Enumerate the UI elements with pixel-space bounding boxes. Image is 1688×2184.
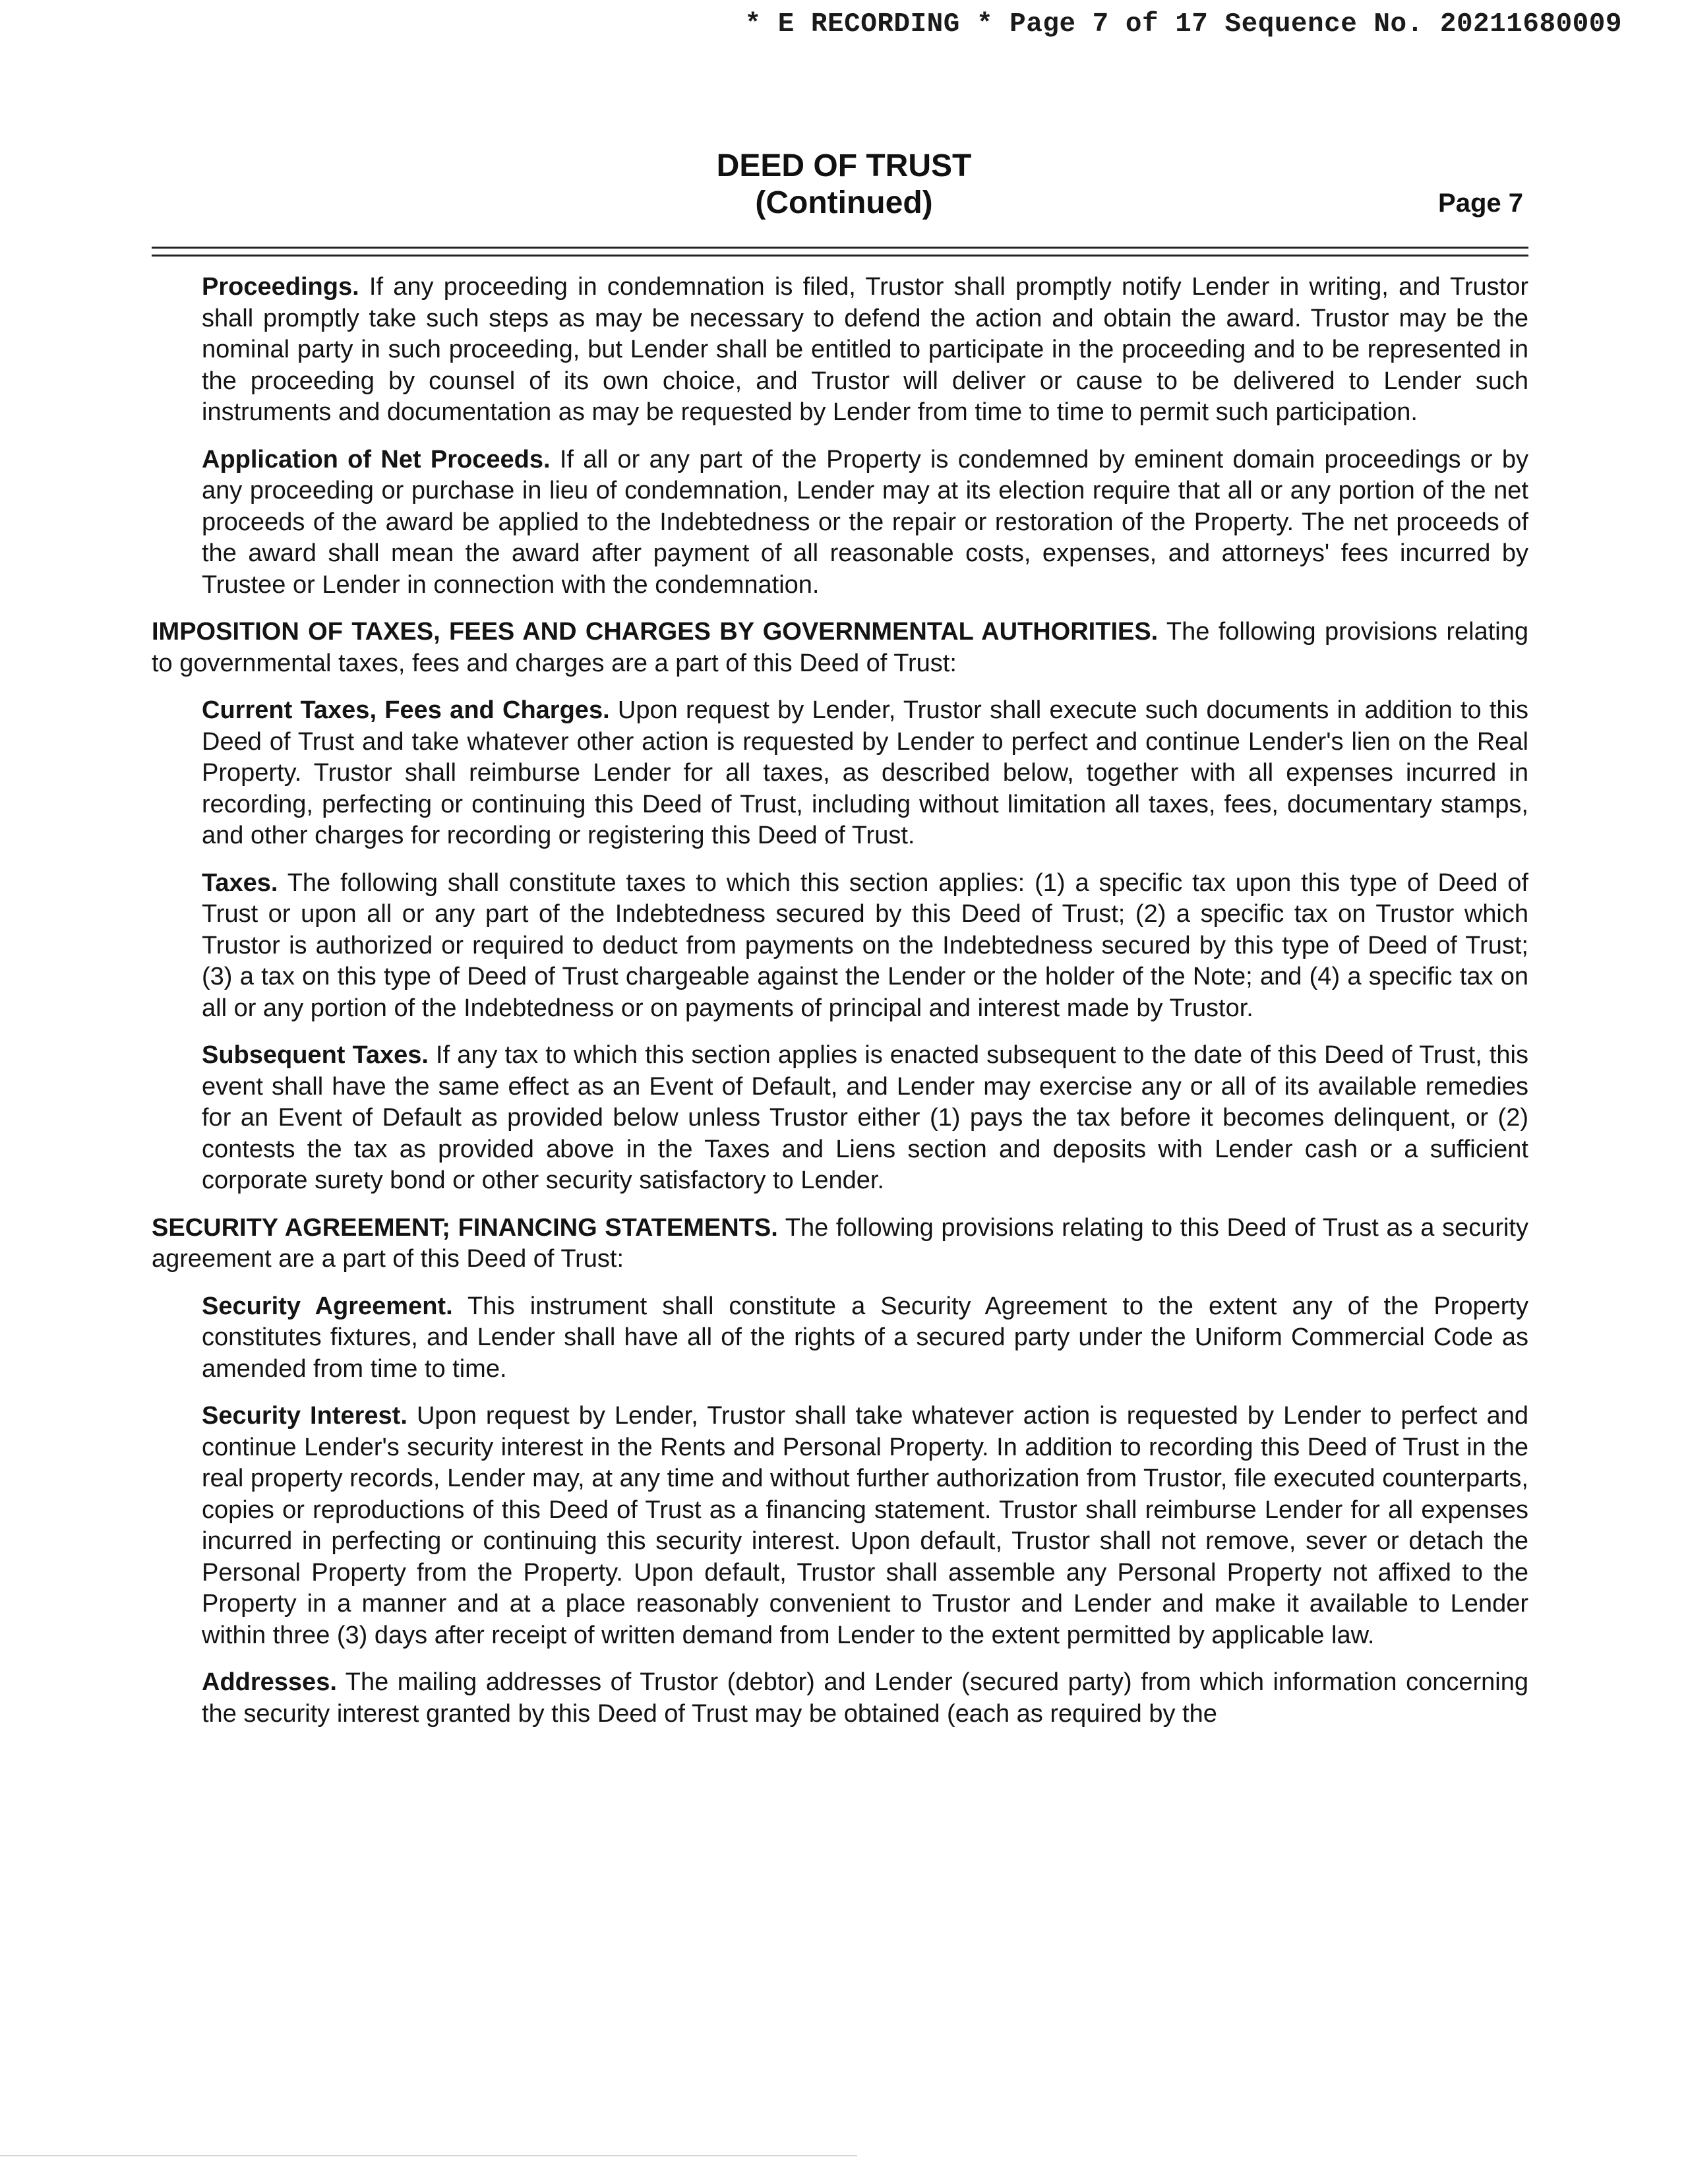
paragraph-heading: Security Agreement. (202, 1292, 453, 1320)
paragraph-heading: Addresses. (202, 1668, 337, 1696)
scan-footer-line (0, 2155, 857, 2156)
paragraph-text: Upon request by Lender, Trustor shall take whatever action is requested by Lender to perfect and continue Lender's security interest in the Rents and Personal Property. In addition to recording this Deed of Trust in the real property records, Lender may, at any time and without further authorization from Trustor, file executed counterparts, copies or reproductions of this Deed of Trust as a financing statement. Trustor shall reimburse Lender for all expenses incurred in perfecting or continuing this security interest. Upon default, Trustor shall not remove, sever or detach the Personal Property from the Property. Upon default, Trustor shall assemble any Personal Property not affixed to the Property in a manner and at a place reasonably convenient to Trustor and Lender and make it available to Lender within three (3) days after receipt of written demand from Lender to the extent permitted by applicable law. (202, 1402, 1528, 1649)
paragraph-text: If any tax to which this section applies is enacted subsequent to the date of this Deed of Trust, this event shall have the same effect as an Event of Default, and Lender may exercise any or all of its available remedies for an Event of Default as provided below unless Trustor either (1) pays the tax before it becomes delinquent, or (2) contests the tax as provided above in the Taxes and Liens section and deposits with Lender cash or a sufficient corporate surety bond or other security satisfactory to Lender. (202, 1041, 1528, 1194)
paragraph-text: The following shall constitute taxes to which this section applies: (1) a specific tax upon this type of Deed of Trust or upon all or any part of the Indebtedness secured by this Deed of Trust; (2) a specific tax on Trustor which Trustor is authorized or required to deduct from payments on the Indebtedness secured by this type of Deed of Trust; (3) a tax on this type of Deed of Trust chargeable against the Lender or the holder of the Note; and (4) a specific tax on all or any portion of the Indebtedness or on payments of principal and interest made by Trustor. (202, 868, 1528, 1022)
paragraph-net-proceeds (202, 444, 1528, 601)
paragraph-current-taxes (202, 695, 1528, 852)
paragraph-text: If all or any part of the Property is condemned by eminent domain proceedings or by any proceeding or purchase in lieu of condemnation, Lender may at its election require that all or any portion of the net proceeds of the award be applied to the Indebtedness or the repair or restoration of the Property. The net proceeds of the award shall mean the award after payment of all reasonable costs, expenses, and attorneys' fees incurred by Trustee or Lender in connection with the condemnation. (202, 445, 1528, 599)
section-imposition-of-taxes (152, 617, 1528, 679)
recording-stamp: * E RECORDING * Page 7 of 17 Sequence No. 20211680009 (744, 9, 1622, 40)
paragraph-security-interest (202, 1401, 1528, 1651)
section-text: The following provisions relating to this Deed of Trust as a security agreement are a part of this Deed of Trust: (152, 1213, 1528, 1273)
paragraph-heading: Proceedings. (202, 273, 359, 301)
paragraph-subsequent-taxes (202, 1040, 1528, 1197)
paragraph-text: The mailing addresses of Trustor (debtor) and Lender (secured party) from which information concerning the security interest granted by this Deed of Trust may be obtained (each as required by the (202, 1668, 1528, 1728)
paragraph-heading: Current Taxes, Fees and Charges. (202, 696, 610, 724)
document-title (0, 148, 1688, 222)
title-line-1: DEED OF TRUST (716, 148, 972, 183)
paragraph-text: If any proceeding in condemnation is filed, Trustor shall promptly notify Lender in writing, and Trustor shall promptly take such steps as may be necessary to defend the action and obtain the award. Trustor may be the nominal party in such proceeding, but Lender shall be entitled to participate in the proceeding and to be represented in the proceeding by counsel of its own choice, and Trustor will deliver or cause to be delivered to Lender such instruments and documentation as may be requested by Lender from time to time to permit such participation. (202, 273, 1528, 426)
title-line-2: (Continued) (755, 185, 933, 220)
paragraph-text: This instrument shall constitute a Security Agreement to the extent any of the Property constitutes fixtures, and Lender shall have all of the rights of a secured party under the Uniform Commercial Code as amended from time to time. (202, 1292, 1528, 1383)
section-security-agreement (152, 1213, 1528, 1275)
paragraph-text: Upon request by Lender, Trustor shall execute such documents in addition to this Deed of Trust and take whatever other action is requested by Lender to perfect and continue Lender's lien on the Real Property. Trustor shall reimburse Lender for all taxes, as described below, together with all expenses incurred in recording, perfecting or continuing this Deed of Trust, including without limitation all taxes, fees, documentary stamps, and other charges for recording or registering this Deed of Trust. (202, 696, 1528, 849)
header-rule-bottom (152, 255, 1528, 257)
paragraph-taxes (202, 868, 1528, 1025)
paragraph-heading: Subsequent Taxes. (202, 1041, 429, 1069)
paragraph-proceedings (202, 272, 1528, 429)
paragraph-heading: Taxes. (202, 868, 278, 897)
paragraph-addresses (202, 1667, 1528, 1730)
section-text: The following provisions relating to governmental taxes, fees and charges are a part of this Deed of Trust: (152, 618, 1528, 677)
section-heading: SECURITY AGREEMENT; FINANCING STATEMENTS. (152, 1213, 778, 1242)
header-rule-top (152, 247, 1528, 249)
page-number: Page 7 (1438, 189, 1523, 218)
section-heading: IMPOSITION OF TAXES, FEES AND CHARGES BY GOVERNMENTAL AUTHORITIES. (152, 618, 1159, 646)
paragraph-heading: Security Interest. (202, 1402, 407, 1430)
document-body (152, 272, 1528, 1745)
paragraph-security-agreement (202, 1291, 1528, 1385)
paragraph-heading: Application of Net Proceeds. (202, 445, 551, 473)
